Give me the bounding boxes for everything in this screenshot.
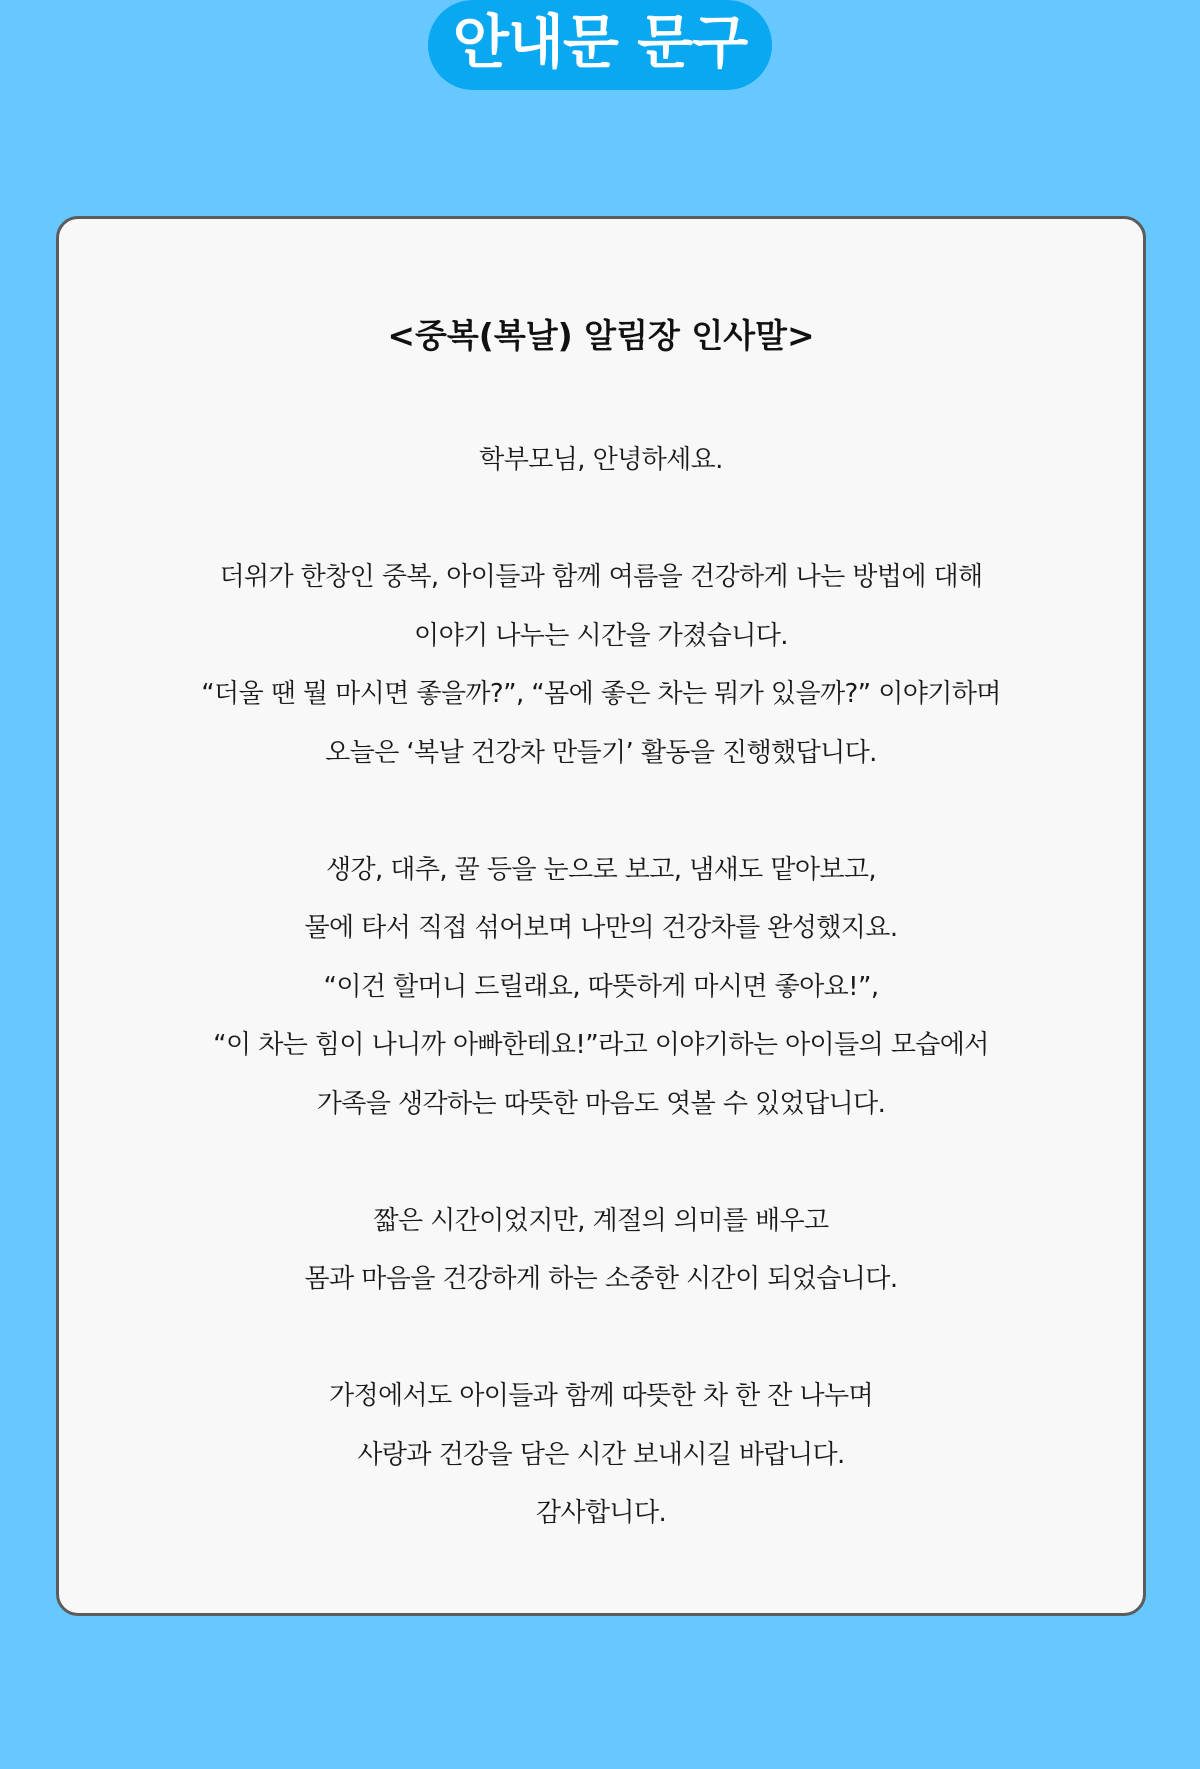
- notice-body: [59, 431, 1143, 1543]
- notice-line: 생강, 대추, 꿀 등을 눈으로 보고, 냄새도 맡아보고,: [325, 854, 877, 885]
- blank-line: [59, 1309, 1143, 1368]
- notice-line: 더위가 한창인 중복, 아이들과 함께 여름을 건강하게 나는 방법에 대해: [219, 562, 983, 592]
- notice-line: 오늘은 ‘복날 건강차 만들기’ 활동을 진행했답니다.: [325, 737, 877, 768]
- blank-line: [59, 1133, 1143, 1192]
- notice-line: 이야기 나누는 시간을 가졌습니다.: [414, 620, 788, 651]
- notice-line: 가정에서도 아이들과 함께 따뜻한 차 한 잔 나누며: [329, 1381, 873, 1411]
- notice-line: 몸과 마음을 건강하게 하는 소중한 시간이 되었습니다.: [304, 1264, 898, 1294]
- notice-card: [56, 216, 1146, 1616]
- notice-line: 물에 타서 직접 섞어보며 나만의 건강차를 완성했지요.: [304, 913, 898, 943]
- notice-heading: <중복(복날) 알림장 인사말>: [387, 316, 815, 355]
- notice-line: “이건 할머니 드릴래요, 따뜻하게 마시면 좋아요!”,: [323, 971, 879, 1002]
- notice-line: 감사합니다.: [535, 1498, 667, 1528]
- notice-line: 학부모님, 안녕하세요.: [479, 445, 723, 475]
- header-title: 안내문 문구: [452, 8, 748, 76]
- notice-line: “더울 땐 뭘 마시면 좋을까?”, “몸에 좋은 차는 뭐가 있을까?” 이야기하며: [201, 679, 1001, 709]
- notice-line: 짧은 시간이었지만, 계절의 의미를 배우고: [373, 1205, 829, 1236]
- blank-line: [59, 490, 1143, 549]
- header-pill: [428, 0, 772, 90]
- notice-line: “이 차는 힘이 나니까 아빠한테요!”라고 이야기하는 아이들의 모습에서: [213, 1030, 989, 1060]
- blank-line: [59, 782, 1143, 841]
- notice-line: 사랑과 건강을 담은 시간 보내시길 바랍니다.: [357, 1439, 845, 1470]
- notice-line: 가족을 생각하는 따뜻한 마음도 엿볼 수 있었답니다.: [316, 1088, 886, 1119]
